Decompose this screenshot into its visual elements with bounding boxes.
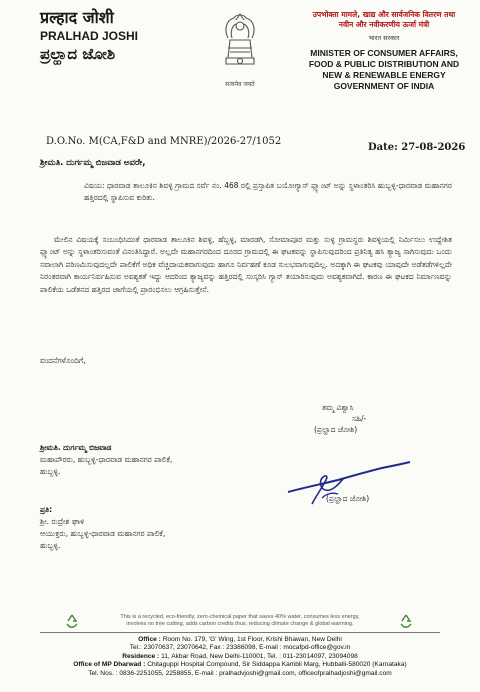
footer-mp-line — [0, 661, 480, 669]
copy-line-2: ಹುಬ್ಬಳ್ಳಿ. — [40, 541, 61, 550]
copy-name: ಶ್ರೀ. ರುದ್ರೇಶ ಘಾಳಿ — [40, 517, 85, 526]
name-kannada: ಪ್ರಲ್ಹಾದ ಜೋಶಿ — [40, 45, 116, 63]
residence-text: 11, Akbar Road, New Delhi-110001, Tel. : 011-23014097, 23094098 — [161, 652, 358, 660]
regards: ವಂದನೆಗಳೊಂದಿಗೆ, — [40, 356, 86, 365]
name-english: PRALHAD JOSHI — [40, 29, 139, 43]
recycle-icon — [64, 614, 80, 628]
ministry-hindi-line-2: नवीन और नवीकरणीय ऊर्जा मंत्री — [338, 20, 430, 29]
eco-line-2: involves no tree cutting, adds carbon credits thus, reducing climate change & global warming. — [126, 621, 354, 627]
addressee-line-2: ಹುಬ್ಬಳ್ಳಿ. — [40, 467, 61, 476]
copy-label: ಪ್ರತಿ: — [40, 505, 53, 514]
footer-residence-line — [0, 653, 480, 661]
ministry-english-line-4: GOVERNMENT OF INDIA — [333, 81, 435, 91]
footer-divider — [40, 632, 440, 633]
closing-signed: ಸಹಿ/- — [352, 414, 367, 423]
ministry-block — [296, 10, 472, 92]
closing-block — [314, 402, 366, 435]
subject-line: ವಿಷಯ: ಧಾರವಾಡ ತಾಲೂಕಿನ ಶಿವಳ್ಳಿ ಗ್ರಾಮದ ಸರ್ವೆ ನಂ. 468 ರಲ್ಲಿ ಪ್ರಸ್ತಾಪಿತ ಬಯೋಗ್ಯಾಸ್ ಪ್ಲ್ಯಾಂಟ್ ಅನ್ನು ಸ್ಥಳಾಂತರಿಸಿ ಹುಬ್ಬಳ್ಳಿ-ಧಾರವಾಡ ಮಹಾನಗರ ಹತ್ತಿರದಲ್ಲಿ ಸ್ಥಾಪಿಸುವ ಕುರಿತು. — [84, 181, 452, 202]
office-text: Room No. 179, 'G' Wing, 1st Floor, Krishi Bhawan, New Delhi — [162, 636, 342, 643]
letter-date: Date: 27-08-2026 — [368, 142, 466, 153]
ministry-english — [296, 48, 472, 92]
footer-tel-line: Tel.: 23070637, 23070642, Fax : 23386098, E-mail : mocafpd-office@gov.in — [129, 644, 351, 652]
salutation: ಶ್ರೀಮತಿ. ದುರ್ಗಮ್ಮ ಬಿಜವಾಡ ಅವರೇ, — [40, 158, 146, 168]
ministry-english-line-2: FOOD & PUBLIC DISTRIBUTION AND — [308, 59, 460, 69]
addressee-block — [40, 442, 300, 478]
footer-office-line — [0, 636, 480, 644]
emblem-motto: सत्यमेव जयते — [225, 81, 255, 88]
eco-line-1: This is a recycled, eco-friendly, zero-chemical paper that saves 40% water, consumes less energy, — [120, 614, 360, 620]
ministry-english-line-1: MINISTER OF CONSUMER AFFAIRS, — [310, 48, 458, 58]
ministry-english-line-3: NEW & RENEWABLE ENERGY — [322, 70, 446, 80]
ministry-hindi-line-3: भारत सरकार — [368, 34, 400, 42]
office-label: Office : — [138, 636, 161, 643]
footer-mp-tel-line: Tel. Nos. : 0836-2251055, 2258855, E-mail : pralhadvjoshi@gmail.com, officeofpralhadjoshi@gmail.com — [88, 669, 392, 677]
mp-text: Chitaguppi Hospital Compound, Sir Siddappa Kambli Marg, Hubballi-580020 (Karnataka) — [147, 661, 407, 669]
minister-name-block — [40, 8, 190, 63]
residence-label: Residence : — [122, 652, 160, 660]
name-hindi: प्रल्हाद जोशी — [40, 8, 114, 27]
copy-to-block — [40, 504, 300, 552]
letter-body: ಮೇಲಿನ ವಿಷಯಕ್ಕೆ ಸಂಬಂಧಿಸಿದಂತೆ ಧಾರವಾಡ ತಾಲೂಕಿನ ಶಿವಳ್ಳಿ, ಹೆಬ್ಬಳ್ಳಿ, ಮಾರಡಗಿ, ಸೋಮಾಪೂರ ಮತ್ತು ಸುಳ್ಳ ಗ್ರಾಮಸ್ಥರು ಶಿವಳ್ಳಿಯಲ್ಲಿ ನಿರ್ಮಿಸಲು ಉದ್ದೇಶಿತ ಪ್ಲ್ಯಾಂಟ್ ಅನ್ನು ಸ್ಥಳಾಂತರಿಸುವಂತೆ ವಿನಂತಿಸಿದ್ದಾರೆ. ಅಲ್ಲದೇ ಮಹಾನಗರದಿಂದ ದೂರದ ಗ್ರಾಮದಲ್ಲಿ ಈ ಘಟಕವನ್ನು ಸ್ಥಾಪಿಸುವುದರಿಂದ ಪ್ರತಿನಿತ್ಯ ಹಸಿ ತ್ಯಾಜ್ಯ ಸಾಗಿಸುವುದು ಒಂದು ಸವಾಲಾಗಿ ಪರಿಣಮಿಸುವುದಲ್ಲದೇ ಪಾಲಿಕೆಗೆ ಅಧಿಕ ವೆಚ್ಚದಾಯಕವಾಗುವುದು ಹಾಗೂ ನಿರ್ವಹಣೆ ಕೂಡ ಸುಲಭವಾಗುವುದಿಲ್ಲ. ಅದಕ್ಕಾಗಿ ಈ ಘಟಕವು ಯಾವುದೇ ಅಡೆತಡೆಗಳಿಲ್ಲದೇ ನಿರಂತರವಾಗಿ ಕಾರ್ಯನಿರ್ವಹಿಸುವ ಅವಶ್ಯಕತೆ ಇದ್ದು ಆದರಿಂದ ತ್ಯಾಜ್ಯವನ್ನು ಹತ್ತಿರದಲ್ಲಿ ಸಂಸ್ಕರಿಸಿ ಗ್ಯಾಸ್ ತಯಾರಿಸುವುದು ಅವಶ್ಯಕವಾಗಿದೆ. ಕಾರಣ ಈ ಘಟಕದ ನಿರ್ಮಾಣವನ್ನು ಪಾಲಿಕೆಯ ಒಡೆತನದ ಹತ್ತಿರದ ಜಾಗೆಯಲ್ಲಿ ಪ್ರಾರಂಭಿಸಲು ಆಗ್ರಹಿಸುತ್ತೇನೆ. — [40, 235, 452, 294]
eco-paper-note — [86, 614, 394, 628]
copy-line-1: ಆಯುಕ್ತರು, ಹುಬ್ಬಳ್ಳಿ-ಧಾರವಾಡ ಮಹಾನಗರ ಪಾಲಿಕೆ, — [40, 529, 166, 538]
addressee-line-1: ಮಹಾಪೌರರು, ಹುಬ್ಬಳ್ಳಿ-ಧಾರವಾಡ ಮಹಾನಗರ ಪಾಲಿಕೆ, — [40, 455, 173, 464]
footer-contact — [0, 636, 480, 678]
recycle-icon — [398, 614, 414, 628]
closing-yours: ತಮ್ಮ ವಿಶ್ವಾಸಿ — [322, 403, 354, 412]
mp-label: Office of MP Dharwad : — [73, 661, 146, 669]
signature-name: (ಪ್ರಲ್ಹಾದ ಜೋಶಿ) — [326, 494, 370, 503]
closing-name: (ಪ್ರಲ್ಹಾದ ಜೋಶಿ) — [314, 425, 358, 434]
ministry-hindi-line-1: उपभोक्ता मामले, खाद्य और सार्वजनिक वितरण तथा — [312, 10, 456, 19]
addressee-name: ಶ್ರೀಮತಿ. ದುರ್ಗಮ್ಮ ಬಿಜವಾಡ — [40, 443, 112, 452]
do-number: D.O.No. M(CA,F&D and MNRE)/2026-27/1052 — [46, 136, 282, 147]
